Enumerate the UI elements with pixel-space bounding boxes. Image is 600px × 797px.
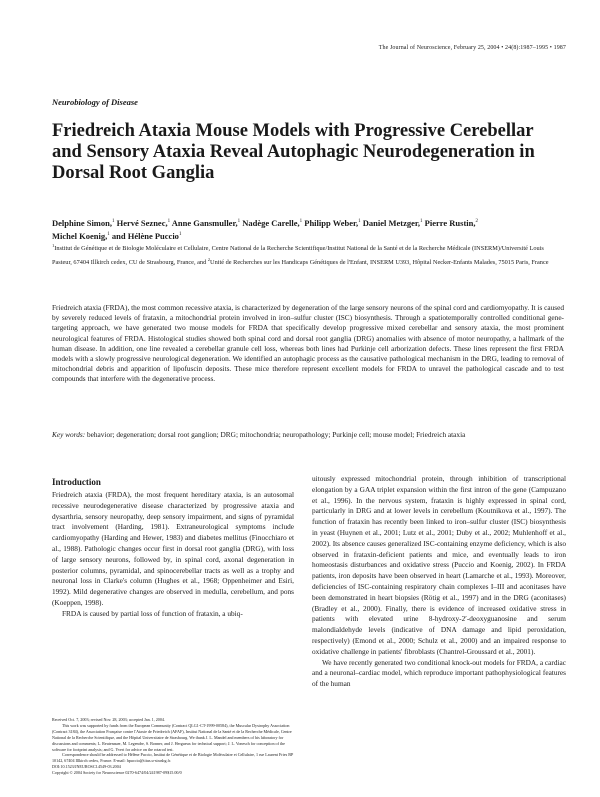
author-affil-mark: 1: [420, 219, 423, 224]
footnote: DOI:10.1523/JNEUROSCI.4549-03.2004: [52, 764, 121, 770]
body-paragraph: Friedreich ataxia (FRDA), the most frequent hereditary ataxia, is an autosomal recessive neurodegenerative disease characterized by progressive ataxia and dysarthria, sensory neuropathy, deep sensory impairment, and signs of pyramidal tract involvement (Harding, 1981). Extraneurological symptoms include cardiomyopathy (Harding and Hewer, 1983) and diabetes mellitus (Finocchiaro et al., 1988). Pathologic changes occur first in dorsal root ganglia (DRG), with loss of large sensory neurons, followed by, in spinal cord, axonal degeneration in posterior columns, pyramidal, and spinocerebellar tracts as well as a trophy and neuronal loss in Clarke's column (Hughes et al., 1968; Oppenheimer and Esiri, 1992). Mild degenerative changes are observed in medulla, cerebellum, and pons (Koeppen, 1998).: [52, 490, 294, 607]
affil-mark: 1: [52, 243, 55, 248]
keywords-label: Key words:: [52, 430, 86, 439]
abstract: Friedreich ataxia (FRDA), the most common recessive ataxia, is characterized by degeneration of the large sensory neurons of the spinal cord and cardiomyopathy. It is caused by severely reduced levels of frataxin, a mitochondrial protein involved in iron–sulfur cluster (ISC) biosynthesis. Through a spatiotemporally controlled conditional gene-targeting approach, we have generated two mouse models for FRDA that specifically develop progressive mixed cerebellar and sensory ataxia, the most prominent neurological features of FRDA. Histological studies showed both spinal cord and dorsal root ganglia (DRG) anomalies with absence of motor neuropathy, a hallmark of the human disease. In addition, one line revealed a cerebellar granule cell loss, whereas both lines had Purkinje cell arborization defects. These lines represent the first FRDA models with a slowly progressive neurological degeneration. We identified an autophagic process as the causative pathological mechanism in the DRG, leading to removal of mitochondrial debris and apparition of lipofuscin deposits. These mice therefore represent excellent models for FRDA to unravel the pathological cascade and to test compounds that interfere with the degenerative process.: [52, 303, 564, 384]
left-column: [52, 477, 294, 620]
footnote: Received Oct. 7, 2003; revised Nov. 28, 2003; accepted Jan. 1, 2004.: [52, 717, 165, 722]
author-list: [52, 216, 562, 242]
intro-heading: Introduction: [52, 477, 101, 487]
body-paragraph: We have recently generated two conditional knock-out models for FRDA, a cardiac and a neuronal–cardiac model, which reproduce important pathophysiological features of the human: [312, 657, 566, 689]
affiliations: [52, 241, 562, 268]
keywords-text: behavior; degeneration; dorsal root ganglion; DRG; mitochondria; neuropathology; Purkinje cell; mouse model; Friedreich ataxia: [87, 430, 466, 439]
author-affil-mark: 2: [475, 219, 478, 224]
title-line: Friedreich Ataxia Mouse Models with Progressive Cerebellar: [52, 121, 534, 141]
author-name: and Hélène Puccio: [111, 230, 179, 241]
body-paragraph: FRDA is caused by partial loss of function of frataxin, a ubiq-: [62, 608, 243, 618]
footnotes: [52, 717, 296, 776]
author-name: Pierre Rustin,: [424, 217, 476, 228]
author-name: Daniel Metzger,: [362, 217, 421, 228]
author-affil-mark: 1: [167, 219, 171, 224]
author-name: Anne Gansmuller,: [171, 217, 238, 228]
affiliation-text: Unité de Recherches sur les Handicaps Génétiques de l'Enfant, INSERM U393, Hôpital Necker-Enfants Malades, 75015 Paris, France: [210, 258, 549, 266]
author-name: Philipp Weber,: [304, 217, 359, 228]
title-line: and Sensory Ataxia Reveal Autophagic Neurodegeneration in: [52, 142, 535, 162]
footnote: Copyright © 2004 Society for Neuroscience 0270-6474/04/241987-09$15.00/0: [52, 770, 182, 776]
keywords: [52, 430, 564, 440]
right-column: [312, 474, 566, 690]
author-affil-mark: 1: [358, 219, 361, 224]
author-affil-mark: 1: [237, 219, 241, 224]
footnote: Correspondence should be addressed to Hélène Puccio, Institut de Génétique et de Biologie Moléculaire et Cellulaire, 1 rue Laurent Fries BP 10142, 67404 Illkirch cedex, France. E-mail: hpuccio@titus.u-strasbg.fr.: [52, 752, 294, 764]
section-label: Neurobiology of Disease: [52, 97, 138, 107]
author-affil-mark: 1: [107, 231, 110, 237]
author-name: Hervé Seznec,: [116, 217, 168, 228]
running-head: The Journal of Neuroscience, February 25, 2004 • 24(8):1987–1995 • 1987: [378, 45, 566, 51]
affil-mark: 2: [207, 256, 211, 262]
author-name: Nadège Carelle,: [242, 217, 300, 228]
author-affil-mark: 1: [178, 231, 182, 237]
author-name: Michel Koenig,: [52, 230, 108, 241]
author-affil-mark: 1: [112, 219, 115, 224]
body-paragraph: uitously expressed mitochondrial protein, through inhibition of transcriptional elongation by a GAA triplet expansion within the first intron of the gene (Campuzano et al., 1996). In the nervous system, frataxin is highly expressed in spinal cord, particularly in DRG and at lower levels in cerebellum (Koutnikova et al., 1997). The function of frataxin has recently been linked to iron–sulfur cluster (ISC) biosynthesis in yeast (Huynen et al., 2001; Lutz et al., 2001; Duby et al., 2002; Muhlenhoff et al., 2002). Its absence causes generalized ISC-containing enzyme deficiency, which is also observed in frataxin-deficient patients and mice, and eventually leads to iron homeostasis disturbances and oxidative stress (Puccio and Koenig, 2002). In FRDA patients, iron deposits have been observed in heart (Lamarche et al., 1993). Moreover, deficiencies of ISC-containing respiratory chain complexes I–III and aconitases have been demonstrated in heart biopsies (Rötig et al., 1997) and in the DRG (aconitases) (Bradley et al., 2000). Finally, there is evidence of increased oxidative stress in patients with elevated urine 8-hydroxy-2′-deoxyguanosine and serum malondialdehyde levels (indicative of DNA damage and lipid peroxidation, respectively) (Emond et al., 2000; Schulz et al., 2000) and an impaired response to oxidative challenge in patients' fibroblasts (Chantrel-Groussard et al., 2001).: [312, 474, 566, 656]
article-title: [52, 121, 572, 184]
title-line: Dorsal Root Ganglia: [52, 163, 215, 183]
affiliation-text: Institut de Génétique et de Biologie Moléculaire et Cellulaire, Centre National de la Recherche Scientifique/Institut National de la Santé et de la Recherche Médicale (INSERM)/Université Louis Pasteur, 67404 Illkirch cedex, CU de Strasbourg, France, and: [52, 245, 544, 266]
author-name: Delphine Simon,: [52, 217, 112, 228]
footnote: This work was supported by funds from the European Community (Contract QLG1-CT-1999-00584), the Muscular Dystrophy Association (Contract 3184), the Association Française contre l'Ataxie de Friedreich (AFAF), Institut National de la Santé et de la Recherche Médicale, Centre National de la Recherche Scientifique, and the Hôpital Universitaire de Strasbourg. We thank J. L. Mandel and members of his laboratory for discussions and comments; L. Reutenauer, M. Legendre, S. Bonner, and J. Hergueux for technical support; J. L. Vonesch for conception of the software for footprint analysis; and G. Yvert for advice on the rotarod test.: [52, 722, 292, 752]
author-affil-mark: 1: [299, 219, 303, 224]
